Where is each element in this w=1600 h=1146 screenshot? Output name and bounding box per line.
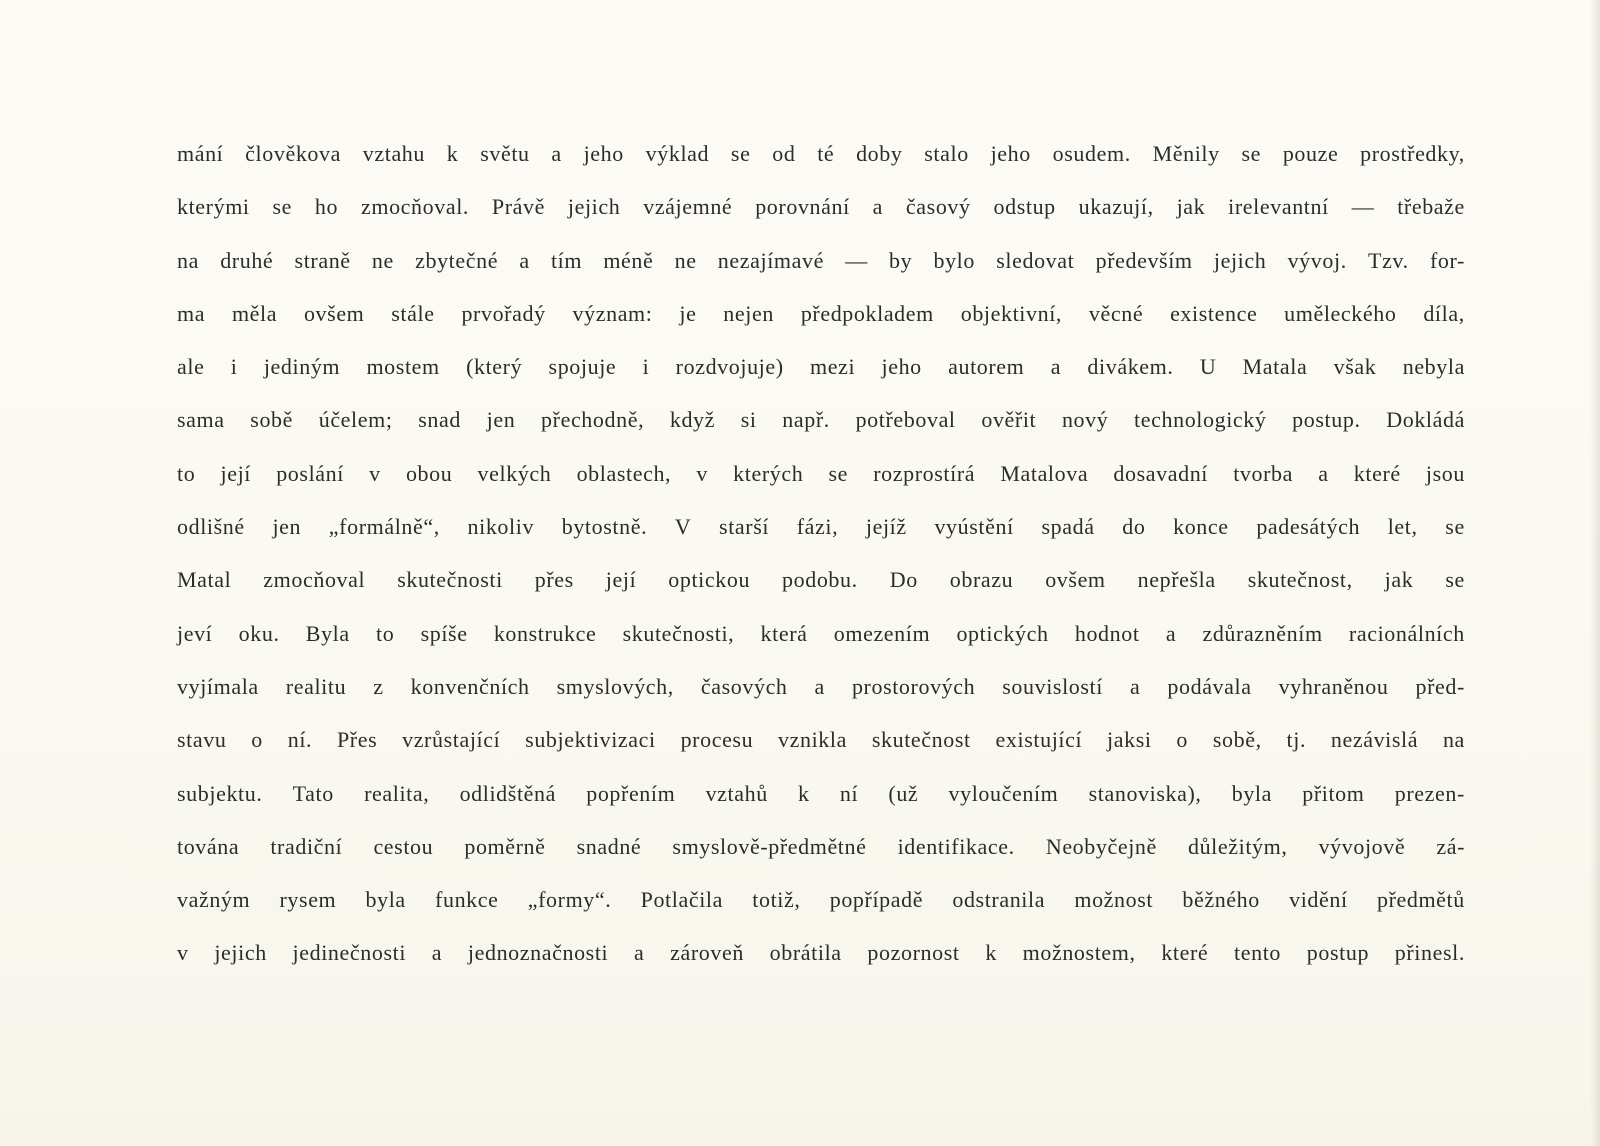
word: rozprostírá bbox=[873, 460, 976, 486]
word: o bbox=[1176, 727, 1189, 753]
word: — bbox=[1351, 194, 1375, 220]
word: prostředky, bbox=[1360, 141, 1465, 166]
word: se bbox=[1445, 514, 1465, 540]
word: kterých bbox=[733, 460, 804, 486]
word: potřeboval bbox=[855, 407, 956, 433]
word: možnostem, bbox=[1022, 940, 1136, 966]
word: účelem; bbox=[318, 407, 393, 433]
word: vztahu bbox=[362, 141, 426, 166]
text-line bbox=[177, 553, 1465, 606]
word: se bbox=[730, 141, 751, 166]
word: realita, bbox=[364, 780, 430, 806]
word: Matala bbox=[1242, 354, 1308, 380]
text-line bbox=[177, 767, 1465, 820]
word: popřípadě bbox=[829, 887, 924, 913]
text-line bbox=[177, 287, 1465, 340]
word: tento bbox=[1234, 940, 1282, 966]
word: existence bbox=[1170, 300, 1258, 326]
word: sama bbox=[177, 407, 225, 433]
word: a bbox=[551, 141, 562, 166]
word: tvorba bbox=[1233, 460, 1294, 486]
word: „formálně“, bbox=[328, 514, 440, 540]
word: vzájemné bbox=[643, 194, 733, 220]
word: jejich bbox=[567, 194, 621, 220]
word: rysem bbox=[279, 887, 337, 913]
word: druhé bbox=[220, 247, 274, 273]
word: subjektivizaci bbox=[525, 727, 656, 753]
word: fázi, bbox=[796, 514, 839, 540]
text-line bbox=[177, 340, 1465, 393]
word: tradiční bbox=[270, 833, 343, 859]
word: Tato bbox=[292, 780, 334, 806]
word: vyjímala bbox=[177, 673, 259, 699]
word: v bbox=[177, 940, 189, 966]
word: jejich bbox=[1213, 247, 1267, 273]
word: vyústění bbox=[934, 514, 1014, 540]
word: té bbox=[817, 141, 835, 166]
word: by bbox=[889, 247, 913, 273]
word: smyslově-předmětné bbox=[672, 833, 867, 859]
word: do bbox=[1122, 514, 1146, 540]
word: nový bbox=[1061, 407, 1109, 433]
word: Byla bbox=[305, 620, 350, 646]
word: a bbox=[431, 940, 443, 966]
word: pozornost bbox=[867, 940, 960, 966]
word: prezen- bbox=[1394, 780, 1465, 806]
word: podávala bbox=[1167, 673, 1252, 699]
word: odlidštěná bbox=[459, 780, 556, 806]
word: na bbox=[1442, 727, 1465, 753]
word: sledovat bbox=[996, 247, 1075, 273]
text-line bbox=[177, 127, 1465, 180]
word: ní bbox=[839, 780, 859, 806]
word: optických bbox=[956, 620, 1049, 646]
word: a bbox=[519, 247, 530, 273]
word: a bbox=[1318, 460, 1329, 486]
word: mostem bbox=[366, 354, 440, 380]
word: a bbox=[1165, 620, 1177, 646]
word: z bbox=[373, 673, 384, 699]
word: cestou bbox=[373, 833, 434, 859]
word: ma bbox=[177, 300, 206, 326]
word: osudem. bbox=[1052, 141, 1131, 166]
word: rozdvojuje) bbox=[675, 354, 784, 380]
word: sobě, bbox=[1212, 727, 1262, 753]
word: jen bbox=[486, 407, 516, 433]
word: ukazují, bbox=[1078, 194, 1154, 220]
word: i bbox=[230, 354, 238, 380]
word: byla bbox=[1231, 780, 1273, 806]
word: člověkova bbox=[245, 141, 341, 166]
word: které bbox=[1353, 460, 1401, 486]
word: zároveň bbox=[670, 940, 744, 966]
word: se bbox=[1241, 141, 1262, 166]
word: k bbox=[798, 780, 810, 806]
word: odstup bbox=[993, 194, 1056, 220]
word: skutečnost bbox=[871, 727, 971, 753]
word: k bbox=[446, 141, 459, 166]
word: procesu bbox=[680, 727, 754, 753]
word: která bbox=[760, 620, 808, 646]
word: méně bbox=[603, 247, 654, 273]
word: jeho bbox=[881, 354, 922, 380]
word: skutečnosti bbox=[397, 567, 503, 593]
word: jedinečnosti bbox=[292, 940, 407, 966]
word: jeho bbox=[583, 141, 624, 166]
word: jeví bbox=[177, 620, 213, 646]
word: vývoj. bbox=[1287, 247, 1347, 273]
word: vztahů bbox=[705, 780, 768, 806]
word: vidění bbox=[1289, 887, 1348, 913]
word: nebyla bbox=[1402, 354, 1465, 380]
word: stavu bbox=[177, 727, 227, 753]
text-line bbox=[177, 873, 1465, 926]
word: pouze bbox=[1282, 141, 1339, 166]
word: zmocňoval. bbox=[361, 194, 470, 220]
word: (už bbox=[888, 780, 919, 806]
word: předpokladem bbox=[800, 300, 934, 326]
word: však bbox=[1333, 354, 1377, 380]
word: popřením bbox=[586, 780, 676, 806]
word: omezením bbox=[833, 620, 931, 646]
word: konce bbox=[1173, 514, 1229, 540]
word: třebaže bbox=[1397, 194, 1465, 220]
word: např. bbox=[782, 407, 830, 433]
word: hodnot bbox=[1074, 620, 1140, 646]
word: identifikace. bbox=[897, 833, 1015, 859]
word: jeho bbox=[990, 141, 1031, 166]
word: její bbox=[220, 460, 252, 486]
word: díla, bbox=[1423, 300, 1465, 326]
word: nikoliv bbox=[467, 514, 535, 540]
word: let, bbox=[1387, 514, 1418, 540]
text-line bbox=[177, 180, 1465, 233]
word: jejich bbox=[214, 940, 267, 966]
word: prvořadý bbox=[461, 300, 546, 326]
word: poměrně bbox=[464, 833, 546, 859]
word: nepřešla bbox=[1137, 567, 1216, 593]
word: postup bbox=[1306, 940, 1370, 966]
word: snadné bbox=[576, 833, 642, 859]
word: jediným bbox=[263, 354, 341, 380]
word: věcné bbox=[1088, 300, 1144, 326]
word: a bbox=[814, 673, 825, 699]
word: funkce bbox=[435, 887, 499, 913]
word: jednoznačnosti bbox=[467, 940, 609, 966]
word: totiž, bbox=[752, 887, 801, 913]
word: oku. bbox=[238, 620, 280, 646]
text-line bbox=[177, 820, 1465, 873]
word: jen bbox=[272, 514, 302, 540]
word: objektivní, bbox=[960, 300, 1063, 326]
word: stanoviska), bbox=[1088, 780, 1202, 806]
word: optickou bbox=[668, 567, 751, 593]
word: spíše bbox=[420, 620, 468, 646]
word: podobu. bbox=[782, 567, 858, 593]
word: važným bbox=[177, 887, 251, 913]
word: technologický bbox=[1134, 407, 1267, 433]
word: vývojově bbox=[1318, 833, 1406, 859]
word: od bbox=[772, 141, 796, 166]
word: se bbox=[1445, 567, 1465, 593]
word: mezi bbox=[810, 354, 856, 380]
word: obou bbox=[405, 460, 453, 486]
word: (který bbox=[466, 354, 523, 380]
word: zdůrazněním bbox=[1202, 620, 1323, 646]
word: smyslových, bbox=[556, 673, 674, 699]
word: uměleckého bbox=[1284, 300, 1397, 326]
word: ho bbox=[314, 194, 339, 220]
word: tj. bbox=[1286, 727, 1307, 753]
word: souvislostí bbox=[1002, 673, 1103, 699]
word: Potlačila bbox=[640, 887, 724, 913]
word: konstrukce bbox=[493, 620, 597, 646]
word: Dokládá bbox=[1386, 407, 1465, 433]
word: dosavadní bbox=[1113, 460, 1209, 486]
word: jak bbox=[1176, 194, 1206, 220]
word: prostorových bbox=[851, 673, 976, 699]
word: nezávislá bbox=[1330, 727, 1419, 753]
word: porovnání bbox=[755, 194, 850, 220]
word: v bbox=[696, 460, 708, 486]
body-text bbox=[177, 127, 1465, 980]
word: si bbox=[740, 407, 757, 433]
word: předmětů bbox=[1376, 887, 1465, 913]
word: ověřit bbox=[981, 407, 1037, 433]
word: stalo bbox=[924, 141, 969, 166]
word: se bbox=[828, 460, 849, 486]
word: sobě bbox=[250, 407, 294, 433]
word: to bbox=[376, 620, 395, 646]
word: padesátých bbox=[1256, 514, 1361, 540]
word: nezajímavé bbox=[717, 247, 824, 273]
word: v bbox=[369, 460, 381, 486]
word: — bbox=[845, 247, 868, 273]
word: Právě bbox=[491, 194, 545, 220]
word: o bbox=[251, 727, 263, 753]
word: Do bbox=[889, 567, 918, 593]
word: ovšem bbox=[1045, 567, 1106, 593]
word: skutečnosti, bbox=[622, 620, 735, 646]
word: stále bbox=[391, 300, 435, 326]
word: doby bbox=[856, 141, 903, 166]
word: na bbox=[177, 247, 199, 273]
page-edge-shadow bbox=[1590, 0, 1600, 1146]
word: a bbox=[1130, 673, 1141, 699]
word: přinesl. bbox=[1394, 940, 1465, 966]
word: ne bbox=[674, 247, 697, 273]
word: straně bbox=[294, 247, 351, 273]
word: Tzv. bbox=[1368, 247, 1409, 273]
word: konvenčních bbox=[410, 673, 530, 699]
word: Přes bbox=[336, 727, 378, 753]
word: obrazu bbox=[949, 567, 1014, 593]
word: bylo bbox=[933, 247, 975, 273]
word: jejíž bbox=[865, 514, 907, 540]
word: postup. bbox=[1292, 407, 1361, 433]
word: se bbox=[272, 194, 293, 220]
word: Matalova bbox=[1000, 460, 1089, 486]
word: jsou bbox=[1425, 460, 1465, 486]
text-line bbox=[177, 393, 1465, 446]
text-line bbox=[177, 660, 1465, 713]
word: velkých bbox=[477, 460, 552, 486]
word: vyhraněnou bbox=[1278, 673, 1389, 699]
word: výklad bbox=[645, 141, 710, 166]
word: vznikla bbox=[778, 727, 847, 753]
text-line bbox=[177, 447, 1465, 500]
word: poslání bbox=[276, 460, 344, 486]
word: zmocňoval bbox=[263, 567, 366, 593]
word: starší bbox=[719, 514, 770, 540]
word: kterými bbox=[177, 194, 250, 220]
word: ne bbox=[371, 247, 394, 273]
word: mání bbox=[177, 141, 224, 166]
word: a bbox=[1050, 354, 1062, 380]
word: subjektu. bbox=[177, 780, 263, 806]
text-line bbox=[177, 713, 1465, 766]
word: časový bbox=[905, 194, 971, 220]
word: byla bbox=[365, 887, 406, 913]
word: její bbox=[605, 567, 637, 593]
word: ale bbox=[177, 354, 205, 380]
word: odstranila bbox=[952, 887, 1046, 913]
word: Měnily bbox=[1152, 141, 1220, 166]
word: které bbox=[1161, 940, 1209, 966]
word: možnost bbox=[1074, 887, 1154, 913]
word: přitom bbox=[1302, 780, 1365, 806]
word: jaksi bbox=[1107, 727, 1152, 753]
word: ní. bbox=[287, 727, 313, 753]
word: význam: bbox=[572, 300, 653, 326]
word: Neobyčejně bbox=[1045, 833, 1157, 859]
word: vzrůstající bbox=[402, 727, 501, 753]
word: tím bbox=[550, 247, 583, 273]
word: běžného bbox=[1182, 887, 1260, 913]
word: měla bbox=[231, 300, 278, 326]
word: racionálních bbox=[1348, 620, 1465, 646]
word: spadá bbox=[1041, 514, 1095, 540]
word: V bbox=[674, 514, 692, 540]
word: důležitým, bbox=[1187, 833, 1288, 859]
text-line bbox=[177, 607, 1465, 660]
word: „formy“. bbox=[527, 887, 612, 913]
word: realitu bbox=[285, 673, 347, 699]
text-line bbox=[177, 234, 1465, 287]
word: snad bbox=[418, 407, 461, 433]
word: i bbox=[642, 354, 650, 380]
word: skutečnost, bbox=[1247, 567, 1353, 593]
word: přechodně, bbox=[541, 407, 645, 433]
word: oblastech, bbox=[576, 460, 672, 486]
word: U bbox=[1199, 354, 1217, 380]
word: spojuje bbox=[548, 354, 617, 380]
word: divákem. bbox=[1087, 354, 1174, 380]
word: časových bbox=[700, 673, 788, 699]
word: ovšem bbox=[303, 300, 365, 326]
word: je bbox=[679, 300, 697, 326]
word: for- bbox=[1429, 247, 1465, 273]
word: to bbox=[177, 460, 196, 486]
word: existující bbox=[995, 727, 1083, 753]
word: a bbox=[634, 940, 645, 966]
word: odlišné bbox=[177, 514, 245, 540]
word: zbytečné bbox=[415, 247, 499, 273]
word: irelevantní bbox=[1228, 194, 1329, 220]
word: autorem bbox=[948, 354, 1025, 380]
word: jak bbox=[1384, 567, 1414, 593]
word: bytostně. bbox=[561, 514, 648, 540]
word: obrátila bbox=[769, 940, 842, 966]
word: k bbox=[985, 940, 997, 966]
word: vyloučením bbox=[948, 780, 1059, 806]
word: světu bbox=[480, 141, 530, 166]
text-line bbox=[177, 500, 1465, 553]
word: když bbox=[669, 407, 716, 433]
word: zá- bbox=[1436, 833, 1465, 859]
word: především bbox=[1095, 247, 1193, 273]
word: nejen bbox=[723, 300, 774, 326]
word: Matal bbox=[177, 567, 232, 593]
word: tována bbox=[177, 833, 240, 859]
word: přes bbox=[534, 567, 574, 593]
word: před- bbox=[1415, 673, 1465, 699]
word: a bbox=[872, 194, 884, 220]
text-line bbox=[177, 926, 1465, 979]
